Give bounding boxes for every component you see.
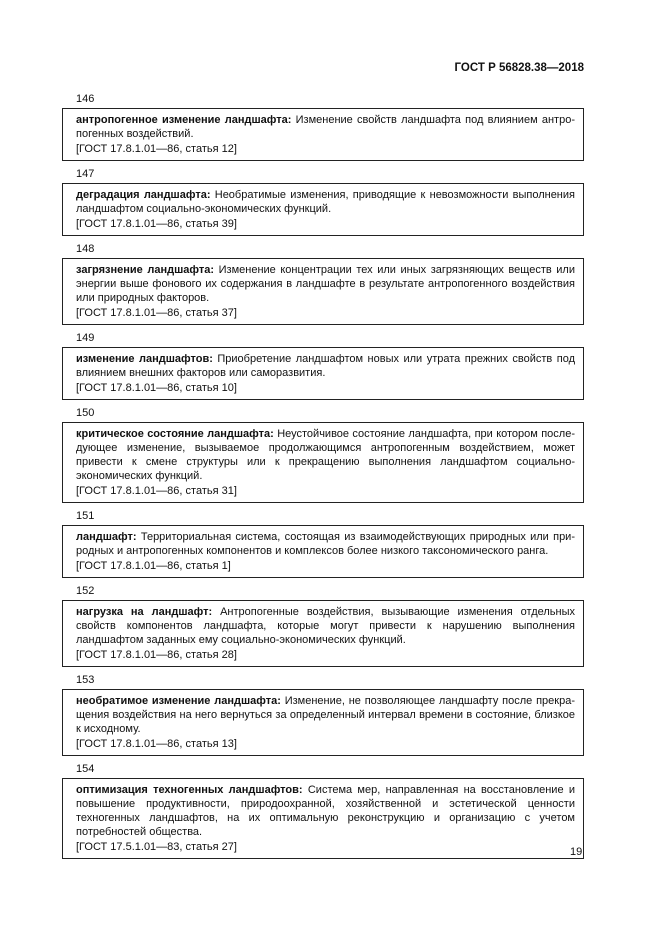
entry-box bbox=[62, 689, 584, 756]
entry-number: 152 bbox=[76, 585, 95, 597]
definition-text: Антропогенные воздействия, вызывающие изменения отдельных свойств компонентов ландшафта, которые могут привести к нарушению выполнения ландшафтом заданных ему социально-экономических функций. bbox=[76, 606, 576, 646]
definition bbox=[76, 263, 575, 305]
term-name: деградация ландшафта: bbox=[76, 189, 211, 201]
term-name: оптимизация техногенных ландшафтов: bbox=[76, 784, 303, 796]
entry-number: 146 bbox=[76, 93, 95, 105]
definition bbox=[76, 694, 575, 736]
definition bbox=[76, 113, 575, 141]
source-reference: [ГОСТ 17.8.1.01—86, статья 13] bbox=[76, 738, 237, 750]
entry-number: 150 bbox=[76, 407, 95, 419]
terms-list bbox=[62, 92, 584, 865]
definition bbox=[76, 530, 575, 558]
source-reference: [ГОСТ 17.8.1.01—86, статья 39] bbox=[76, 218, 237, 230]
term-entry bbox=[62, 242, 584, 325]
entry-box bbox=[62, 525, 584, 578]
term-name: ландшафт: bbox=[76, 531, 137, 543]
page-number: 19 bbox=[570, 846, 583, 858]
source-reference: [ГОСТ 17.8.1.01—86, статья 12] bbox=[76, 143, 237, 155]
entry-number: 153 bbox=[76, 674, 95, 686]
definition-text: Приобретение ландшафтом новых или утрата прежних свойств под влиянием внешних факторов или саморазвития. bbox=[76, 353, 575, 379]
source-reference: [ГОСТ 17.5.1.01—83, статья 27] bbox=[76, 841, 237, 853]
entry-number: 149 bbox=[76, 332, 95, 344]
term-name: критическое состояние ландшафта: bbox=[76, 428, 274, 440]
entry-box bbox=[62, 347, 584, 400]
entry-box bbox=[62, 778, 584, 859]
source-reference: [ГОСТ 17.8.1.01—86, статья 37] bbox=[76, 307, 237, 319]
term-name: необратимое изменение ландшафта: bbox=[76, 695, 281, 707]
definition bbox=[76, 427, 575, 483]
definition-text: Система мер, направленная на восстановление и повышение продуктивности, природоохранной, хозяйственной и эстетической ценности техногенных ландшафтов, на их оптимальную реконструкцию и организацию с учетом потребностей общества. bbox=[76, 784, 575, 838]
entry-number: 147 bbox=[76, 168, 95, 180]
entry-number: 148 bbox=[76, 243, 95, 255]
term-entry bbox=[62, 406, 584, 503]
definition-text: Изменение свойств ландшафта под влиянием антро-погенных воздействий. bbox=[76, 114, 575, 140]
document-code: ГОСТ Р 56828.38—2018 bbox=[454, 62, 584, 74]
definition bbox=[76, 605, 575, 647]
source-reference: [ГОСТ 17.8.1.01—86, статья 28] bbox=[76, 649, 237, 661]
definition-text: Неустойчивое состояние ландшафта, при котором после-дующее изменение, вызываемое продолжающимся антропогенным воздействием, может привести к смене структуры или к прекращению выполнения ландшафтом социально-экономических функций. bbox=[76, 428, 575, 482]
definition-text: Изменение концентрации тех или иных загрязняющих веществ или энергии выше фонового их содержания в ландшафте в результате антропогенного воздействия или природных факторов. bbox=[76, 264, 575, 304]
term-entry bbox=[62, 673, 584, 756]
definition bbox=[76, 352, 575, 380]
term-name: нагрузка на ландшафт: bbox=[76, 606, 213, 618]
definition bbox=[76, 188, 575, 216]
term-entry bbox=[62, 331, 584, 400]
source-reference: [ГОСТ 17.8.1.01—86, статья 1] bbox=[76, 560, 231, 572]
definition-text: Территориальная система, состоящая из взаимодействующих природных или при-родных и антропогенных компонентов и комплексов более низкого таксономического ранга. bbox=[76, 531, 575, 557]
entry-box bbox=[62, 600, 584, 667]
definition-text: Изменение, не позволяющее ландшафту после прекра-щения воздействия на него вернуться за определенный интервал времени в состояние, близкое к исходному. bbox=[76, 695, 575, 735]
definition bbox=[76, 783, 575, 839]
term-entry bbox=[62, 92, 584, 161]
term-name: антропогенное изменение ландшафта: bbox=[76, 114, 292, 126]
entry-number: 151 bbox=[76, 510, 95, 522]
term-name: изменение ландшафтов: bbox=[76, 353, 213, 365]
term-entry bbox=[62, 584, 584, 667]
source-reference: [ГОСТ 17.8.1.01—86, статья 31] bbox=[76, 485, 237, 497]
term-name: загрязнение ландшафта: bbox=[76, 264, 215, 276]
entry-box bbox=[62, 258, 584, 325]
source-reference: [ГОСТ 17.8.1.01—86, статья 10] bbox=[76, 382, 237, 394]
term-entry bbox=[62, 509, 584, 578]
term-entry bbox=[62, 167, 584, 236]
term-entry bbox=[62, 762, 584, 859]
entry-number: 154 bbox=[76, 763, 95, 775]
entry-box bbox=[62, 183, 584, 236]
entry-box bbox=[62, 422, 584, 503]
definition-text: Необратимые изменения, приводящие к невозможности выполнения ландшафтом социально-экономических функций. bbox=[76, 189, 575, 215]
entry-box bbox=[62, 108, 584, 161]
